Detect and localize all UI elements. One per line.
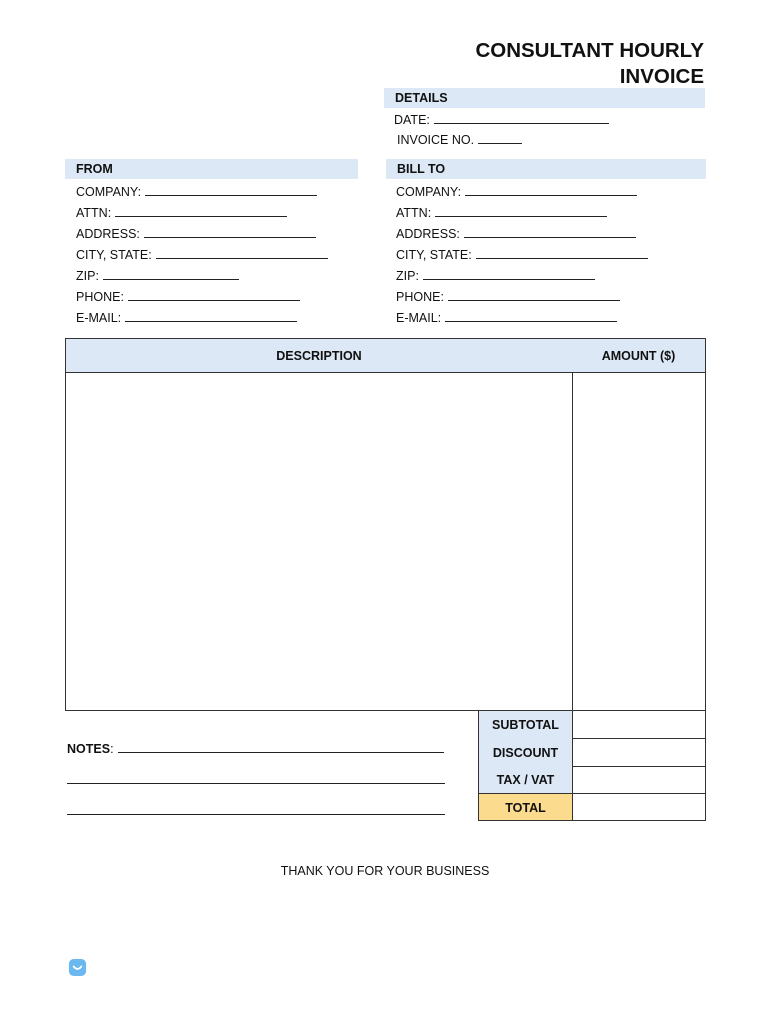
notes-line-3[interactable]	[67, 803, 445, 819]
amount-cell[interactable]	[573, 373, 705, 710]
from-phone-label: PHONE:	[76, 290, 124, 304]
bill-company-label: COMPANY:	[396, 185, 462, 199]
bill-email-label: E-MAIL:	[396, 311, 442, 325]
discount-value[interactable]	[572, 739, 706, 767]
description-header: DESCRIPTION	[276, 349, 362, 363]
bill-email-line[interactable]	[445, 310, 617, 322]
bill-to-header: BILL TO	[386, 159, 706, 179]
from-address-line[interactable]	[144, 226, 316, 238]
bill-city-state-line[interactable]	[476, 247, 648, 259]
amount-header: AMOUNT ($)	[601, 349, 676, 363]
notes-label: NOTES	[67, 742, 111, 756]
invoice-no-line[interactable]	[478, 132, 522, 144]
from-email-line[interactable]	[125, 310, 297, 322]
bill-zip-field[interactable]	[396, 268, 595, 284]
notes-line-2[interactable]	[67, 772, 445, 788]
bill-zip-line[interactable]	[423, 268, 595, 280]
details-header: DETAILS	[384, 88, 705, 108]
items-table-header	[66, 339, 705, 373]
from-zip-field[interactable]	[76, 268, 239, 284]
notes-colon: :	[110, 742, 114, 756]
from-header: FROM	[65, 159, 358, 179]
invoice-title-line1: CONSULTANT HOURLY	[475, 39, 704, 62]
bill-attn-line[interactable]	[435, 205, 607, 217]
bill-company-field[interactable]	[396, 184, 637, 200]
from-city-state-field[interactable]	[76, 247, 328, 263]
from-email-field[interactable]	[76, 310, 297, 326]
bill-attn-field[interactable]	[396, 205, 607, 221]
notes-line-1[interactable]	[67, 741, 444, 757]
items-table	[65, 338, 706, 711]
thank-you-message: THANK YOU FOR YOUR BUSINESS	[280, 864, 490, 878]
from-phone-field[interactable]	[76, 289, 300, 305]
from-zip-line[interactable]	[103, 268, 239, 280]
subtotal-value[interactable]	[572, 711, 706, 739]
from-attn-line[interactable]	[115, 205, 287, 217]
from-attn-field[interactable]	[76, 205, 287, 221]
total-label: TOTAL	[478, 793, 572, 821]
tax-value[interactable]	[572, 766, 706, 794]
bill-phone-line[interactable]	[448, 289, 620, 301]
bill-zip-label: ZIP:	[396, 269, 419, 283]
invoice-no-label: INVOICE NO.	[397, 133, 475, 147]
from-city-state-label: CITY, STATE:	[76, 248, 152, 262]
from-address-field[interactable]	[76, 226, 316, 242]
bill-phone-label: PHONE:	[396, 290, 444, 304]
bill-city-state-label: CITY, STATE:	[396, 248, 472, 262]
discount-row	[478, 739, 706, 767]
from-email-label: E-MAIL:	[76, 311, 122, 325]
brand-logo-icon	[68, 958, 87, 977]
bill-address-field[interactable]	[396, 226, 636, 242]
total-row	[478, 793, 706, 821]
from-company-label: COMPANY:	[76, 185, 142, 199]
notes-underline-1[interactable]	[118, 741, 444, 753]
from-attn-label: ATTN:	[76, 206, 112, 220]
discount-label: DISCOUNT	[478, 739, 572, 767]
total-value[interactable]	[572, 793, 706, 821]
invoice-title-line2: INVOICE	[619, 65, 704, 88]
from-address-label: ADDRESS:	[76, 227, 140, 241]
bill-attn-label: ATTN:	[396, 206, 432, 220]
tax-row	[478, 766, 706, 794]
bill-address-line[interactable]	[464, 226, 636, 238]
from-city-state-line[interactable]	[156, 247, 328, 259]
from-phone-line[interactable]	[128, 289, 300, 301]
date-field[interactable]	[394, 112, 609, 128]
invoice-title	[364, 38, 704, 90]
bill-email-field[interactable]	[396, 310, 617, 326]
bill-address-label: ADDRESS:	[396, 227, 460, 241]
description-cell[interactable]	[66, 373, 572, 710]
bill-city-state-field[interactable]	[396, 247, 648, 263]
bill-company-line[interactable]	[465, 184, 637, 196]
notes-underline-2[interactable]	[67, 772, 445, 784]
subtotal-row	[478, 711, 706, 739]
date-line[interactable]	[434, 112, 609, 124]
tax-label: TAX / VAT	[478, 766, 572, 794]
invoice-no-field[interactable]	[397, 132, 522, 148]
notes-underline-3[interactable]	[67, 803, 445, 815]
subtotal-label: SUBTOTAL	[478, 711, 572, 739]
from-company-field[interactable]	[76, 184, 317, 200]
from-zip-label: ZIP:	[76, 269, 99, 283]
bill-phone-field[interactable]	[396, 289, 620, 305]
from-company-line[interactable]	[145, 184, 317, 196]
date-label: DATE:	[394, 113, 430, 127]
